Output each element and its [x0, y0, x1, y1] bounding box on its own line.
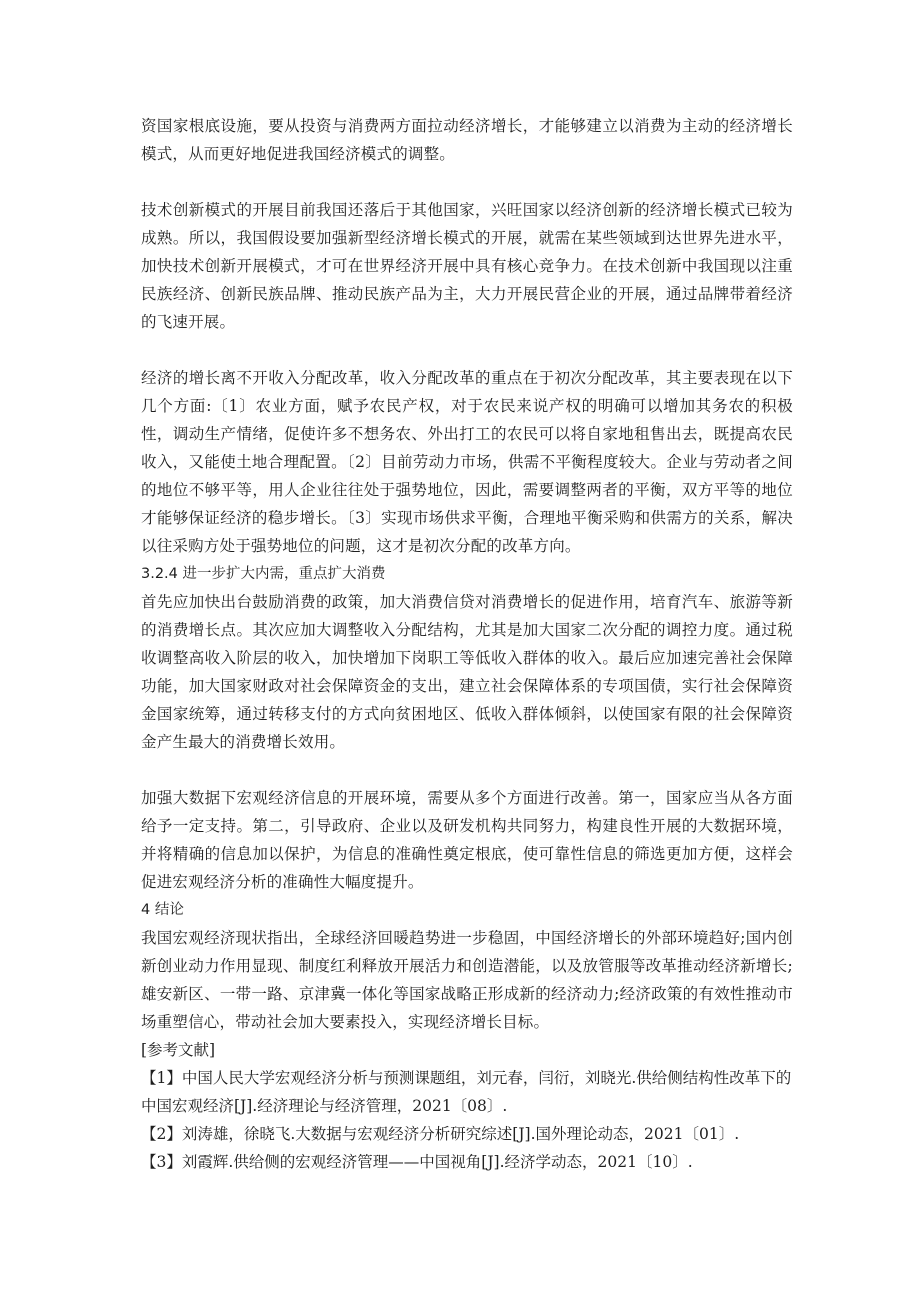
paragraph-gap [141, 756, 793, 784]
reference-item-1: 【1】中国人民大学宏观经济分析与预测课题组，刘元春，闫衍，刘晓光.供给侧结构性改革下的中国宏观经济[J].经济理论与经济管理，2021〔08〕. [141, 1069, 792, 1115]
paragraph-big-data-environment: 加强大数据下宏观经济信息的开展环境，需要从多个方面进行改善。第一，国家应当从各方面给予一定支持。第二，引导政府、企业以及研发机构共同努力，构建良性开展的大数据环境，并将精确的信息加以保护，为信息的准确性奠定根底，使可靠性信息的筛选更加方便，这样会促进宏观经济分析的准确性大幅度提升。 [141, 789, 793, 891]
paragraph-expand-consumption: 首先应加快出台鼓励消费的政策，加大消费信贷对消费增长的促进作用，培育汽车、旅游等新的消费增长点。其次应加大调整收入分配结构，尤其是加大国家二次分配的调控力度。通过税收调整高收入阶层的收入，加快增加下岗职工等低收入群体的收入。最后应加速完善社会保障功能，加大国家财政对社会保障资金的支出，建立社会保障体系的专项国债，实行社会保障资金国家统筹，通过转移支付的方式向贫困地区、低收入群体倾斜，以使国家有限的社会保障资金产生最大的消费增长效用。 [141, 593, 793, 751]
paragraph-gap [141, 336, 793, 364]
reference-item-3: 【3】刘霞辉.供给侧的宏观经济管理——中国视角[J].经济学动态，2021〔10〕. [141, 1153, 693, 1171]
paragraph-consumption-model: 资国家根底设施，要从投资与消费两方面拉动经济增长，才能够建立以消费为主动的经济增长模式，从而更好地促进我国经济模式的调整。 [141, 117, 793, 163]
section-heading-conclusion: 4 结论 [141, 902, 184, 918]
section-heading-3-2-4: 3.2.4 进一步扩大内需，重点扩大消费 [141, 566, 386, 582]
document-page [141, 112, 793, 1176]
paragraph-conclusion: 我国宏观经济现状指出，全球经济回暖趋势进一步稳固，中国经济增长的外部环境趋好;国内创新创业动力作用显现、制度红利释放开展活力和创造潜能，以及放管服等改革推动经济新增长;雄安新区、一带一路、京津冀一体化等国家战略正形成新的经济动力;经济政策的有效性推动市场重塑信心，带动社会加大要素投入，实现经济增长目标。 [141, 929, 793, 1031]
references-title: [参考文献] [141, 1041, 216, 1059]
paragraph-gap [141, 168, 793, 196]
reference-item-2: 【2】刘涛雄，徐晓飞.大数据与宏观经济分析研究综述[J].国外理论动态，2021〔01〕. [141, 1125, 740, 1143]
paragraph-income-distribution: 经济的增长离不开收入分配改革，收入分配改革的重点在于初次分配改革，其主要表现在以下几个方面:〔1〕农业方面，赋予农民产权，对于农民来说产权的明确可以增加其务农的积极性，调动生产情绪，促使许多不想务农、外出打工的农民可以将自家地租售出去，既提高农民收入，又能使土地合理配置。〔2〕目前劳动力市场，供需不平衡程度较大。企业与劳动者之间的地位不够平等，用人企业往往处于强势地位，因此，需要调整两者的平衡，双方平等的地位才能够保证经济的稳步增长。〔3〕实现市场供求平衡，合理地平衡采购和供需方的关系，解决以往采购方处于强势地位的问题，这才是初次分配的改革方向。 [141, 369, 793, 555]
paragraph-technology-innovation: 技术创新模式的开展目前我国还落后于其他国家，兴旺国家以经济创新的经济增长模式已较为成熟。所以，我国假设要加强新型经济增长模式的开展，就需在某些领域到达世界先进水平，加快技术创新开展模式，才可在世界经济开展中具有核心竞争力。在技术创新中我国现以注重民族经济、创新民族品牌、推动民族产品为主，大力开展民营企业的开展，通过品牌带着经济的飞速开展。 [141, 201, 793, 331]
